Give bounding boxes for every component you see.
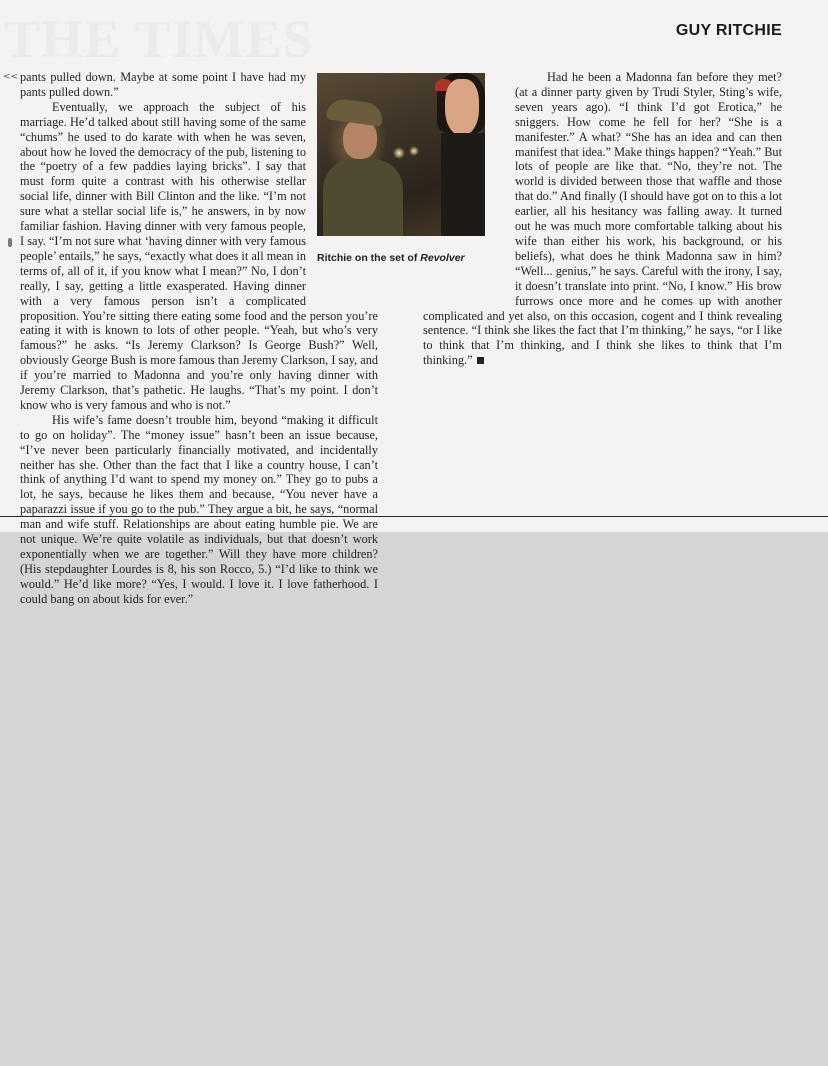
left-column <box>20 70 378 607</box>
right-column <box>423 70 782 368</box>
photo-wrap-right <box>423 70 515 294</box>
end-mark <box>477 357 484 364</box>
paragraph-3: His wife’s fame doesn’t trouble him, beyond “making it difficult to go on holiday”. The “money issue” hasn’t been an issue because, “I’ve never been particularly financially motivated, and incidentally neither has she. Other than the fact that I like a country house, I can’t think of anything I’d want to spend my money on.” They go to pubs a lot, he says, because he likes them and because, “You never have a paparazzi issue if you go to the pub.” They argue a bit, he says, “normal man and wife stuff. Relationships are about eating humble pie. We are not unique. We’re quite volatile as individuals, but that doesn’t work exponentially when we are together.” Will they have more children? (His stepdaughter Lourdes is 8, his son Rocco, 5.) “I’d like to think we would.” He’d like more? “Yes, I would. I love it. I love fatherhood. I could bang on about kids for ever.” <box>20 412 378 606</box>
margin-mark <box>8 238 12 247</box>
bottom-rule <box>0 516 828 517</box>
section-header: GUY RITCHIE <box>675 22 782 39</box>
paragraph-4-text: Had he been a Madonna fan before they met? (at a dinner party given by Trudi Styler, Sting’s wife, seven years ago). “I think I’d got Erotica,” he sniggers. How come he fell for her? “She is a manifester.” A what? “She has an idea and can then manifest that idea.” Make things happen? “Yeah.” But lots of people are like that. “No, they’re not. The world is divided between those that waffle and those that do.” And finally (I should have got on to this a lot earlier, all his hesitancy was falling away. It turned out he was much more comfortable talking about his wife than either his work, his background, or his beliefs), what does he think Madonna saw in him? “Well... genius,” he says. Careful with the irony, I say, it doesn’t translate into print. “No, I know.” His brow furrows once more and he comes up with another complicated and yet also, on this occasion, cogent and I think revealing sentence. “I think she likes the fact that I’m thinking,” he says, “or I like to think that I’m thinking, and I think she likes to think that I’m thinking.” <box>423 70 782 368</box>
masthead-watermark: THE TIMES <box>4 9 314 69</box>
paragraph-1: pants pulled down. Maybe at some point I have had my pants pulled down.” <box>20 70 306 99</box>
caption-prefix: Ritchie on the set of <box>317 252 421 264</box>
caption-title: Revolver <box>420 252 465 264</box>
continued-marker: << <box>3 72 19 82</box>
paragraph-2: Eventually, we approach the subject of his marriage. He’d talked about still having some of the same “chums” he used to do karate with when he was seven, about how he loved the democracy of the pub, listening to the “poetry of a few paddies laying bricks”. I say that must form quite a contrast with his otherwise stellar social life, dinner with Bill Clinton and the like. “I’m not sure what a stellar social life is,” he answers, in by now familiar fashion. Having dinner with very famous people, I say. “I’m not sure what ‘having dinner with very famous people’ entails,” he says, “exactly what does it all mean in terms of, all of it, if you know what I mean?” No, I don’t really, I say, getting a little exasperated. Having dinner with a very famous person isn’t a complicated proposition. You’re sitting there eating some food and the person you’re eating it with is known to lots of other people. “Yeah, but who’s very famous?” he asks. “Is Jeremy Clarkson? Is George Bush?” Well, obviously George Bush is more famous than Jeremy Clarkson, I say, and if you’re married to Madonna and you’re only having dinner with Jeremy Clarkson, that’s pathetic. He laughs. “That’s my point. I don’t know who is very famous and who is not.” <box>20 99 378 412</box>
photo-wrap-left <box>306 70 378 294</box>
